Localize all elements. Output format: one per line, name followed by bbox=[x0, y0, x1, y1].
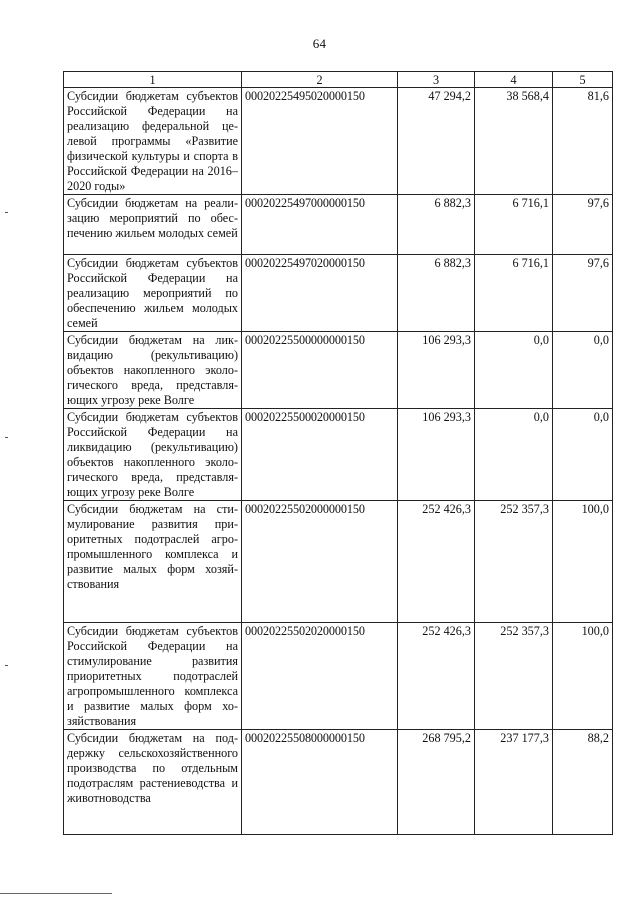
scan-margin-mark bbox=[5, 665, 8, 666]
row-percent-cell: 81,6 bbox=[553, 88, 613, 195]
row-name-cell: Субсидии бюджетам субъектов Российской Федерации на реализацию мероприятий по обеспечению жильем молодых семей bbox=[64, 255, 242, 332]
row-code-cell: 00020225502000000150 bbox=[242, 501, 398, 623]
budget-subsidies-table bbox=[63, 71, 613, 835]
row-name-cell: Субсидии бюджетам на стимулирование развития приоритетных подотраслей агропромышленного комплекса и развитие малых форм хозяйствования bbox=[64, 501, 242, 623]
table-row bbox=[64, 88, 613, 195]
footer-rule bbox=[0, 893, 112, 894]
row-planned-cell: 6 882,3 bbox=[398, 255, 475, 332]
row-name-cell: Субсидии бюджетам субъектов Российской Федерации на стимулирование развития приоритетных подотраслей агропромышленного комплекса и развитие малых форм хозяйствования bbox=[64, 623, 242, 730]
column-header-5: 5 bbox=[553, 72, 613, 88]
row-code-cell: 00020225508000000150 bbox=[242, 730, 398, 835]
table-row bbox=[64, 195, 613, 255]
row-actual-cell: 0,0 bbox=[475, 332, 553, 409]
row-code-cell: 00020225495020000150 bbox=[242, 88, 398, 195]
row-actual-cell: 252 357,3 bbox=[475, 623, 553, 730]
row-actual-cell: 237 177,3 bbox=[475, 730, 553, 835]
row-code-cell: 00020225500020000150 bbox=[242, 409, 398, 501]
column-header-4: 4 bbox=[475, 72, 553, 88]
scan-margin-mark bbox=[5, 437, 8, 438]
row-planned-cell: 268 795,2 bbox=[398, 730, 475, 835]
page-number: 64 bbox=[312, 36, 327, 51]
row-percent-cell: 0,0 bbox=[553, 409, 613, 501]
row-name-cell: Субсидии бюджетам субъектов Российской Федерации на ликвидацию (рекультивацию) объектов накопленного экологического вреда, представляющих угрозу реке Волге bbox=[64, 409, 242, 501]
row-actual-cell: 6 716,1 bbox=[475, 195, 553, 255]
row-name-cell: Субсидии бюджетам субъектов Российской Федерации на реализацию федеральной целевой программы «Развитие физической культуры и спорта в Российской Федерации на 2016–2020 годы» bbox=[64, 88, 242, 195]
row-name-cell: Субсидии бюджетам на поддержку сельскохозяйственного производства по отдельным подотраслям растениеводства и животноводства bbox=[64, 730, 242, 835]
row-name-cell: Субсидии бюджетам на реализацию мероприятий по обеспечению жильем молодых семей bbox=[64, 195, 242, 255]
row-planned-cell: 6 882,3 bbox=[398, 195, 475, 255]
row-actual-cell: 0,0 bbox=[475, 409, 553, 501]
table-row bbox=[64, 501, 613, 623]
row-percent-cell: 97,6 bbox=[553, 255, 613, 332]
row-percent-cell: 100,0 bbox=[553, 623, 613, 730]
row-planned-cell: 106 293,3 bbox=[398, 409, 475, 501]
column-header-1: 1 bbox=[64, 72, 242, 88]
column-header-2: 2 bbox=[242, 72, 398, 88]
row-planned-cell: 252 426,3 bbox=[398, 501, 475, 623]
row-code-cell: 00020225500000000150 bbox=[242, 332, 398, 409]
row-percent-cell: 100,0 bbox=[553, 501, 613, 623]
row-actual-cell: 252 357,3 bbox=[475, 501, 553, 623]
row-name-cell: Субсидии бюджетам на ликвидацию (рекультивацию) объектов накопленного экологического вреда, представляющих угрозу реке Волге bbox=[64, 332, 242, 409]
row-percent-cell: 88,2 bbox=[553, 730, 613, 835]
table-row bbox=[64, 255, 613, 332]
table-row bbox=[64, 409, 613, 501]
row-planned-cell: 106 293,3 bbox=[398, 332, 475, 409]
table-row bbox=[64, 332, 613, 409]
row-actual-cell: 38 568,4 bbox=[475, 88, 553, 195]
row-percent-cell: 97,6 bbox=[553, 195, 613, 255]
row-actual-cell: 6 716,1 bbox=[475, 255, 553, 332]
table-body bbox=[64, 88, 613, 835]
column-header-3: 3 bbox=[398, 72, 475, 88]
row-code-cell: 00020225497000000150 bbox=[242, 195, 398, 255]
header-row bbox=[64, 72, 613, 88]
row-planned-cell: 47 294,2 bbox=[398, 88, 475, 195]
row-code-cell: 00020225502020000150 bbox=[242, 623, 398, 730]
table-row bbox=[64, 730, 613, 835]
table-header bbox=[64, 72, 613, 88]
scan-margin-mark bbox=[5, 212, 8, 213]
row-planned-cell: 252 426,3 bbox=[398, 623, 475, 730]
table-row bbox=[64, 623, 613, 730]
row-code-cell: 00020225497020000150 bbox=[242, 255, 398, 332]
row-percent-cell: 0,0 bbox=[553, 332, 613, 409]
